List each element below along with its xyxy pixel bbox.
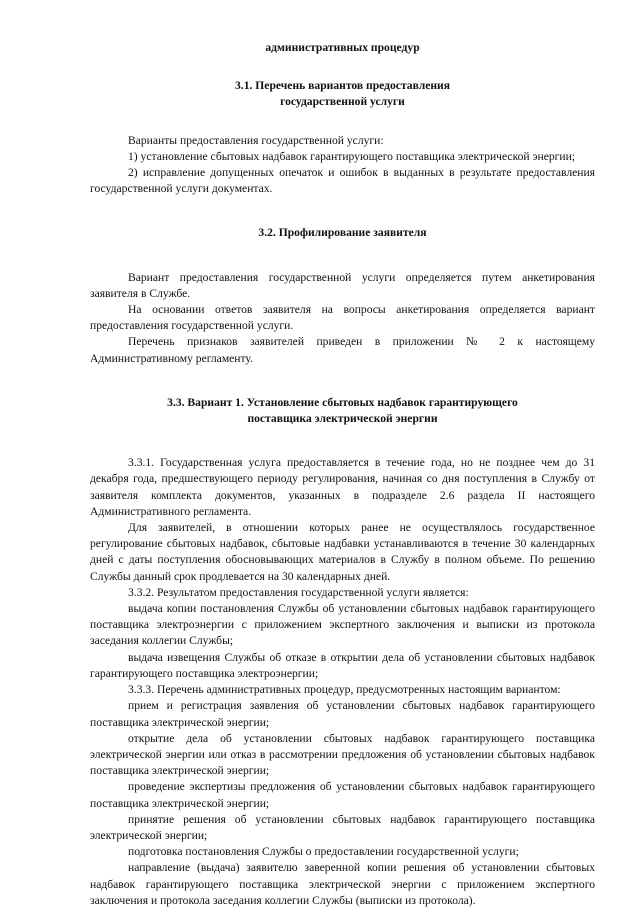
section-3-3-paragraph: выдача извещения Службы об отказе в открытии дела об установлении сбытовых надбавок гарантирующего поставщика электроэнергии; [90, 650, 595, 680]
section-3-3-paragraph: принятие решения об установлении сбытовых надбавок гарантирующего поставщика электрической энергии; [90, 812, 595, 842]
section-3-3-paragraph: Для заявителей, в отношении которых ранее не осуществлялось государственное регулирование сбытовых надбавок, сбытовые надбавки устанавливаются в течение 30 календарных дней с даты поступления обосновывающих материалов в Службу в полном объеме. По решению Службы данный срок продлевается на 30 календарных дней. [90, 521, 595, 583]
section-3-1-heading-line-1: 3.1. Перечень вариантов предоставления [235, 79, 450, 93]
section-3-1-paragraph-1: Варианты предоставления государственной услуги: [128, 133, 384, 147]
section-3-2-paragraph-1: Вариант предоставления государственной услуги определяется путем анкетирования заявителя в Службе. [90, 270, 595, 300]
section-3-3-paragraph: прием и регистрация заявления об установлении сбытовых надбавок гарантирующего поставщика электрической энергии; [90, 699, 595, 729]
section-3-1-heading-line-2: государственной услуги [280, 95, 405, 109]
section-3-1-paragraph-2: 1) установление сбытовых надбавок гарантирующего поставщика электрической энергии; [128, 149, 576, 163]
section-3-3-paragraph: выдача копии постановления Службы об установлении сбытовых надбавок гарантирующего поставщика электроэнергии с приложением экспертного заключения и выписки из протокола заседания коллегии Службы; [90, 602, 595, 648]
section-3-3-heading-line-1: 3.3. Вариант 1. Установление сбытовых надбавок гарантирующего [167, 395, 518, 409]
section-3-3-paragraph: 3.3.2. Результатом предоставления государственной услуги является: [128, 585, 469, 599]
section-3-3-paragraph: открытие дела об установлении сбытовых надбавок гарантирующего поставщика электрической энергии или отказ в рассмотрении предложения об установлении сбытовых надбавок поставщика электрической энергии; [90, 731, 595, 778]
section-3-3-paragraph: 3.3.3. Перечень административных процедур, предусмотренных настоящим вариантом: [128, 683, 561, 697]
section-3-3-paragraph: 3.3.1. Государственная услуга предоставляется в течение года, но не позднее чем до 31 декабря года, предшествующего периоду регулирования, начиная со дня поступления в Службу от заявителя комплекта документов, указанных в подразделе 2.6 раздела II настоящего Административного регламента. [90, 456, 595, 518]
section-3-3-heading-line-2: поставщика электрической энергии [247, 412, 438, 426]
section-3-2-paragraph-3: Перечень признаков заявителей приведен в приложении № 2 к настоящему Административному регламенту. [90, 335, 595, 365]
top-heading: административных процедур [265, 41, 420, 54]
section-3-3-body [90, 455, 595, 909]
section-3-3-paragraph: направление (выдача) заявителю заверенной копии решения об установлении сбытовых надбавок гарантирующего поставщика электрической энергии с приложением экспертного заключения и протокола заседания коллегии Службы (выписки из протокола). [90, 861, 595, 907]
section-3-1-paragraph-3: 2) исправление допущенных опечаток и ошибок в выданных в результате предоставления государственной услуги документах. [90, 166, 595, 196]
section-3-3-paragraph: проведение экспертизы предложения об установлении сбытовых надбавок гарантирующего поставщика электрической энергии; [90, 780, 595, 810]
section-3-2-paragraph-2: На основании ответов заявителя на вопросы анкетирования определяется вариант предоставления государственной услуги. [90, 303, 595, 333]
section-3-3-paragraph: подготовка постановления Службы о предоставлении государственной услуги; [128, 845, 519, 859]
document-page [90, 40, 595, 909]
section-3-2-heading: 3.2. Профилирование заявителя [258, 226, 427, 240]
